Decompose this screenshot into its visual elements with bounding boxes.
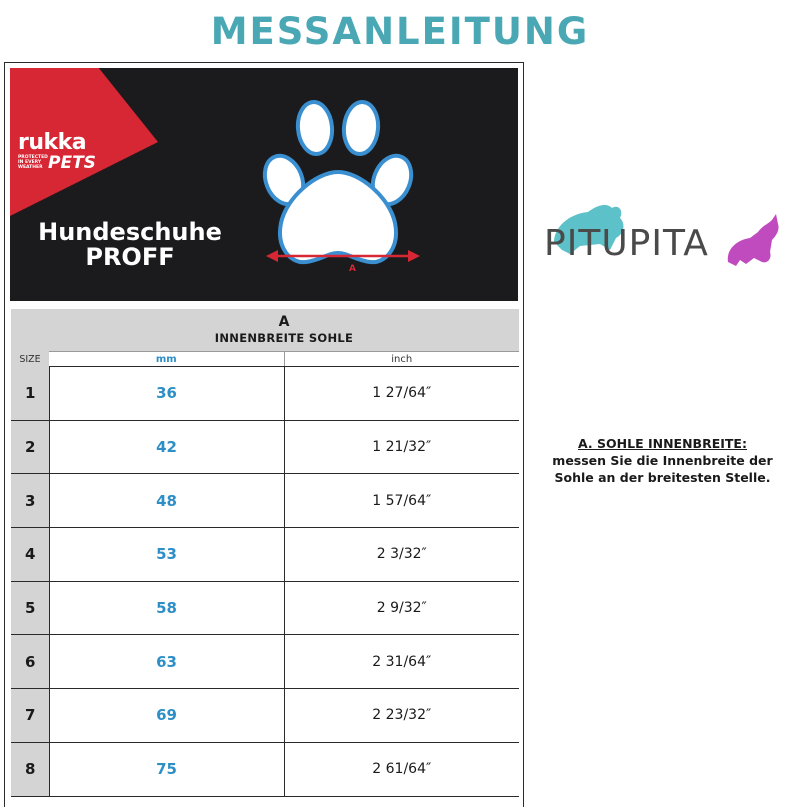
header-row: [11, 309, 519, 352]
table-row: [11, 367, 519, 421]
inch-cell: 1 57/64″: [284, 474, 519, 528]
brand-name: PITUPITA: [544, 223, 709, 264]
header-a: A: [278, 313, 290, 330]
header-sub: INNENBREITE SOHLE: [214, 330, 354, 345]
product-name: [20, 220, 240, 270]
size-cell: 8: [11, 742, 49, 796]
size-table: [11, 309, 519, 797]
mm-cell: 75: [49, 742, 284, 796]
note-heading: A. SOHLE INNENBREITE:: [578, 436, 747, 451]
size-cell: 4: [11, 528, 49, 582]
page-title: MESSANLEITUNG: [210, 10, 590, 53]
inch-cell: 2 3/32″: [284, 528, 519, 582]
table-row: [11, 528, 519, 582]
mm-cell: 69: [49, 689, 284, 743]
unit-inch: inch: [284, 352, 519, 367]
table-row: [11, 581, 519, 635]
product-banner: [10, 68, 518, 301]
table-row: [11, 635, 519, 689]
size-label: SIZE: [11, 352, 49, 367]
table-row: [11, 474, 519, 528]
note-line-2: Sohle an der breitesten Stelle.: [554, 470, 771, 485]
inch-cell: 2 31/64″: [284, 635, 519, 689]
pitupita-logo: [540, 200, 785, 275]
inch-cell: 2 9/32″: [284, 581, 519, 635]
mm-cell: 42: [49, 420, 284, 474]
product-line-2: PROFF: [85, 243, 175, 271]
cat-icon: [728, 214, 779, 266]
logo-tagline: PROTECTED IN EVERY WEATHER: [18, 155, 48, 170]
mm-cell: 53: [49, 528, 284, 582]
rukka-pets-logo: [18, 132, 96, 171]
size-cell: 3: [11, 474, 49, 528]
inch-cell: 2 61/64″: [284, 742, 519, 796]
note-line-1: messen Sie die Innenbreite der: [552, 453, 773, 468]
units-row: [11, 352, 519, 367]
mm-cell: 48: [49, 474, 284, 528]
table-row: [11, 742, 519, 796]
unit-mm: mm: [49, 352, 284, 367]
inch-cell: 2 23/32″: [284, 689, 519, 743]
size-column-header-blank: [11, 309, 49, 352]
logo-word: rukka: [18, 130, 87, 155]
measure-label: A: [349, 264, 356, 274]
mm-cell: 36: [49, 367, 284, 421]
size-cell: 5: [11, 581, 49, 635]
size-cell: 7: [11, 689, 49, 743]
size-cell: 2: [11, 420, 49, 474]
measurement-note: [540, 435, 785, 486]
inch-cell: 1 27/64″: [284, 367, 519, 421]
measurement-header: [49, 309, 519, 352]
size-cell: 1: [11, 367, 49, 421]
paw-icon: [260, 88, 430, 298]
product-line-1: Hundeschuhe: [38, 218, 222, 246]
inch-cell: 1 21/32″: [284, 420, 519, 474]
table-row: [11, 689, 519, 743]
logo-pets: PETS: [48, 153, 96, 173]
mm-cell: 58: [49, 581, 284, 635]
table-row: [11, 420, 519, 474]
size-cell: 6: [11, 635, 49, 689]
mm-cell: 63: [49, 635, 284, 689]
